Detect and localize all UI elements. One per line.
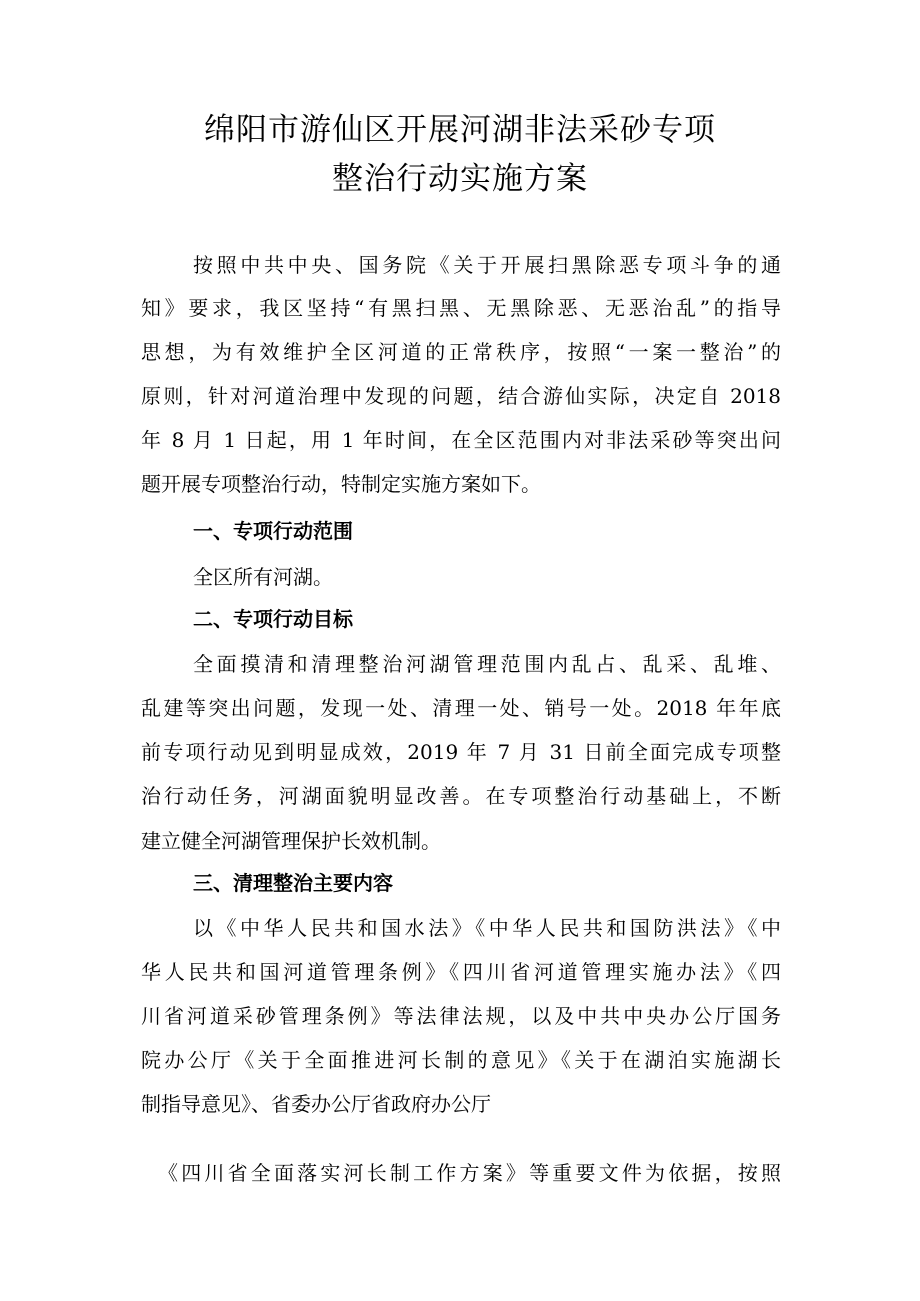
section-2-line-4: 治行动任务，河湖面貌明显改善。在专项整治行动基础上，不断 xyxy=(141,784,781,808)
section-3-heading: 三、清理整治主要内容 xyxy=(193,871,393,895)
section-1-line-1: 全区所有河湖。 xyxy=(193,565,333,589)
intro-line-4: 原则，针对河道治理中发现的问题，结合游仙实际，决定自 2018 xyxy=(141,384,781,408)
document-title-line-2: 整治行动实施方案 xyxy=(332,161,588,197)
intro-line-5: 年 8 月 1 日起，用 1 年时间，在全区范围内对非法采砂等突出问 xyxy=(141,428,781,452)
section-2-heading: 二、专项行动目标 xyxy=(193,607,353,631)
section-3-line-3: 川省河道采砂管理条例》等法律法规，以及中共中央办公厅国务 xyxy=(141,1004,781,1028)
document-title-line-1: 绵阳市游仙区开展河湖非法采砂专项 xyxy=(204,112,716,148)
section-2-line-5: 建立健全河湖管理保护长效机制。 xyxy=(141,829,441,853)
intro-line-1: 按照中共中央、国务院《关于开展扫黑除恶专项斗争的通 xyxy=(193,253,781,277)
section-2-line-2: 乱建等突出问题，发现一处、清理一处、销号一处。2018 年年底 xyxy=(141,696,781,720)
intro-line-6: 题开展专项整治行动，特制定实施方案如下。 xyxy=(141,472,541,496)
section-3-line-5: 制指导意见》、省委办公厅省政府办公厅 xyxy=(141,1092,491,1116)
section-3-continuation: 《四川省全面落实河长制工作方案》等重要文件为依据，按照 xyxy=(158,1161,781,1185)
section-2-line-3: 前专项行动见到明显成效，2019 年 7 月 31 日前全面完成专项整 xyxy=(141,740,781,764)
section-3-line-2: 华人民共和国河道管理条例》《四川省河道管理实施办法》《四 xyxy=(141,960,781,984)
intro-line-3: 思想，为有效维护全区河道的正常秩序，按照“一案一整治”的 xyxy=(141,340,781,364)
section-3-line-4: 院办公厅《关于全面推进河长制的意见》《关于在湖泊实施湖长 xyxy=(141,1048,781,1072)
intro-line-2: 知》要求，我区坚持“有黑扫黑、无黑除恶、无恶治乱”的指导 xyxy=(141,296,781,320)
section-3-line-1: 以《中华人民共和国水法》《中华人民共和国防洪法》《中 xyxy=(193,916,781,940)
section-2-line-1: 全面摸清和清理整治河湖管理范围内乱占、乱采、乱堆、 xyxy=(193,652,781,676)
section-1-heading: 一、专项行动范围 xyxy=(193,519,353,543)
